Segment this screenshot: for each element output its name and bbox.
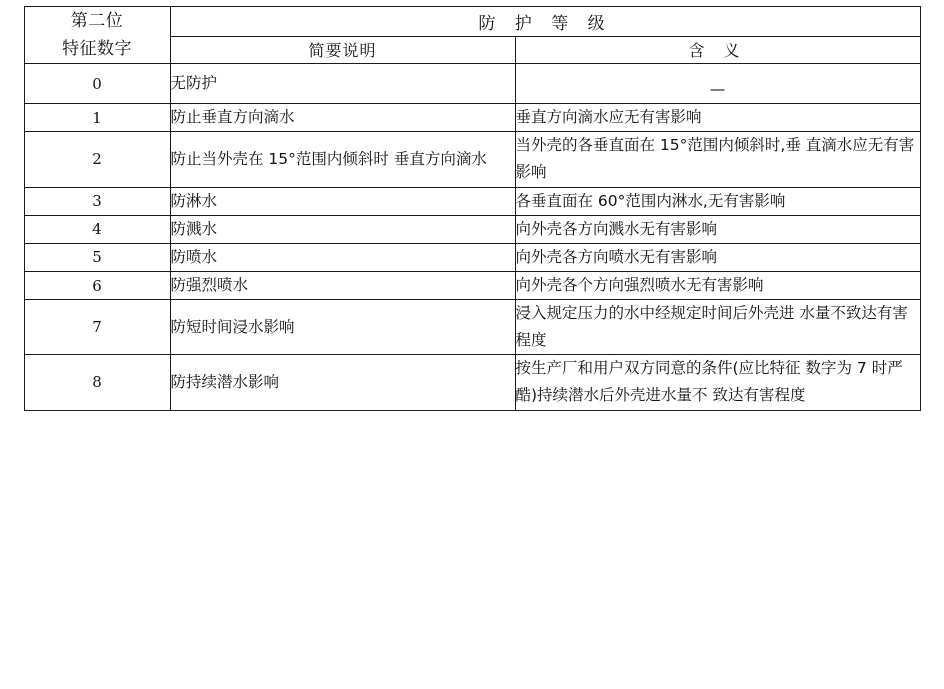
cell-digit: 5 — [24, 243, 170, 271]
cell-digit: 7 — [24, 300, 170, 355]
cell-digit: 6 — [24, 271, 170, 299]
table-row — [24, 271, 920, 299]
cell-meaning: 向外壳各方向溅水无有害影响 — [515, 215, 920, 243]
cell-brief: 防强烈喷水 — [170, 271, 515, 299]
table-row — [24, 243, 920, 271]
table-row — [24, 300, 920, 355]
header-digit-line2: 特征数字 — [62, 39, 132, 60]
table-row — [24, 104, 920, 132]
cell-meaning: 浸入规定压力的水中经规定时间后外壳进 水量不致达有害程度 — [515, 300, 920, 355]
cell-brief: 防短时间浸水影响 — [170, 300, 515, 355]
header-cell-meaning: 含 义 — [515, 36, 920, 63]
header-digit-line1: 第二位 — [70, 11, 124, 31]
cell-brief: 防止当外壳在 15°范围内倾斜时 垂直方向滴水 — [170, 132, 515, 187]
cell-brief: 防止垂直方向滴水 — [170, 104, 515, 132]
header-cell-characteristic-digit — [24, 7, 170, 64]
cell-digit: 8 — [24, 355, 170, 410]
table-row — [24, 187, 920, 215]
table-row — [24, 355, 920, 410]
cell-brief: 防溅水 — [170, 215, 515, 243]
header-cell-protection-level: 防 护 等 级 — [170, 7, 920, 37]
ip-protection-table — [24, 6, 921, 411]
document-page — [0, 6, 944, 689]
header-cell-brief-description: 简要说明 — [170, 36, 515, 63]
cell-digit: 2 — [24, 132, 170, 187]
cell-meaning: 按生产厂和用户双方同意的条件(应比特征 数字为 7 时严酷)持续潜水后外壳进水量不 致达有害程度 — [515, 355, 920, 410]
table-body — [24, 7, 920, 411]
cell-meaning: 当外壳的各垂直面在 15°范围内倾斜时,垂 直滴水应无有害影响 — [515, 132, 920, 187]
cell-digit: 3 — [24, 187, 170, 215]
cell-meaning: 垂直方向滴水应无有害影响 — [515, 104, 920, 132]
table-row — [24, 64, 920, 104]
cell-meaning: 向外壳各个方向强烈喷水无有害影响 — [515, 271, 920, 299]
table-row — [24, 215, 920, 243]
cell-meaning: — — [515, 64, 920, 104]
table-row — [24, 132, 920, 187]
cell-brief: 防持续潜水影响 — [170, 355, 515, 410]
cell-brief: 防喷水 — [170, 243, 515, 271]
cell-digit: 1 — [24, 104, 170, 132]
cell-brief: 无防护 — [170, 64, 515, 104]
cell-digit: 0 — [24, 64, 170, 104]
cell-digit: 4 — [24, 215, 170, 243]
cell-brief: 防淋水 — [170, 187, 515, 215]
cell-meaning: 向外壳各方向喷水无有害影响 — [515, 243, 920, 271]
cell-meaning: 各垂直面在 60°范围内淋水,无有害影响 — [515, 187, 920, 215]
table-header-row-1 — [24, 7, 920, 37]
